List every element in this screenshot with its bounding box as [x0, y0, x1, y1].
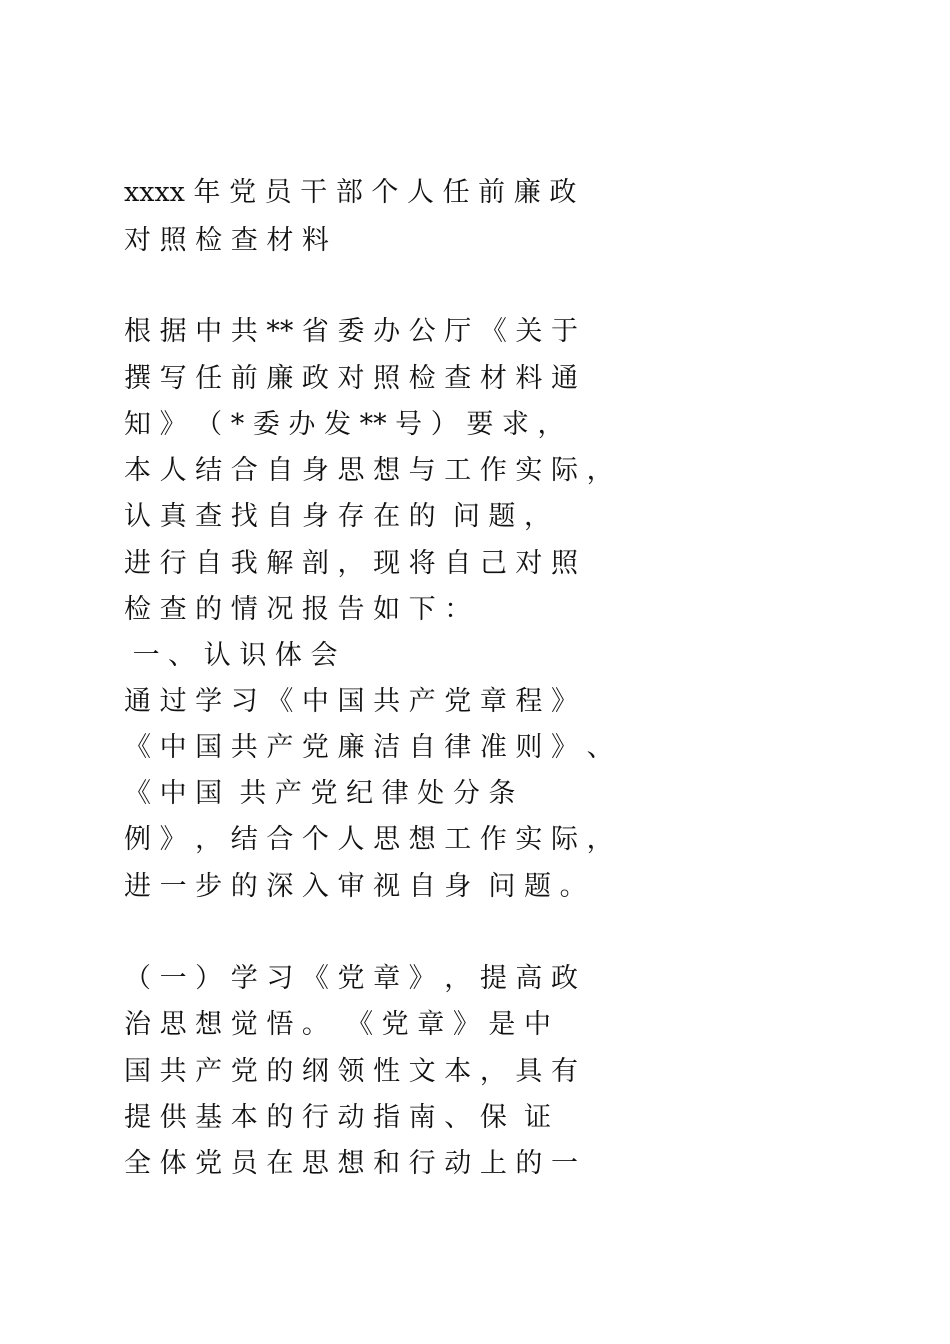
- title-line-1: xxxx 年 党 员 干 部 个 人 任 前 廉 政: [124, 177, 577, 208]
- section-heading: 一 、 认 识 体 会: [124, 640, 338, 671]
- body-line: 提 供 基 本 的 行 动 指 南 、 保 证: [124, 1102, 551, 1133]
- body-line: 《 中 国 共 产 党 廉 洁 自 律 准 则 》 、: [124, 732, 614, 763]
- body-line: 治 思 想 觉 悟 。 《 党 章 》 是 中: [124, 1009, 551, 1040]
- title-line-2: 对 照 检 查 材 料: [124, 225, 329, 256]
- body-line: 全 体 党 员 在 思 想 和 行 动 上 的 一: [124, 1148, 578, 1179]
- body-line: 进 行 自 我 解 剖 ， 现 将 自 己 对 照: [124, 548, 578, 579]
- body-line: 撰 写 任 前 廉 政 对 照 检 查 材 料 通: [124, 363, 578, 394]
- body-line: 知 》 （ * 委 办 发 ** 号 ） 要 求 ，: [124, 409, 565, 440]
- body-line: 本 人 结 合 自 身 思 想 与 工 作 实 际 ，: [124, 455, 614, 486]
- body-line: 检 查 的 情 况 报 告 如 下 ：: [124, 594, 472, 625]
- body-line: 根 据 中 共 ** 省 委 办 公 厅 《 关 于: [124, 316, 578, 347]
- body-line: 进 一 步 的 深 入 审 视 自 身 问 题 。: [124, 871, 587, 902]
- body-line: 国 共 产 党 的 纲 领 性 文 本 ， 具 有: [124, 1056, 578, 1087]
- body-line: 《 中 国 共 产 党 纪 律 处 分 条: [124, 778, 516, 809]
- subsection-heading: （ 一 ） 学 习 《 党 章 》 ， 提 高 政: [124, 963, 578, 994]
- body-line: 例 》 ， 结 合 个 人 思 想 工 作 实 际 ，: [124, 824, 614, 855]
- body-line: 认 真 查 找 自 身 存 在 的 问 题 ，: [124, 501, 551, 532]
- body-line: 通 过 学 习 《 中 国 共 产 党 章 程 》: [124, 686, 578, 717]
